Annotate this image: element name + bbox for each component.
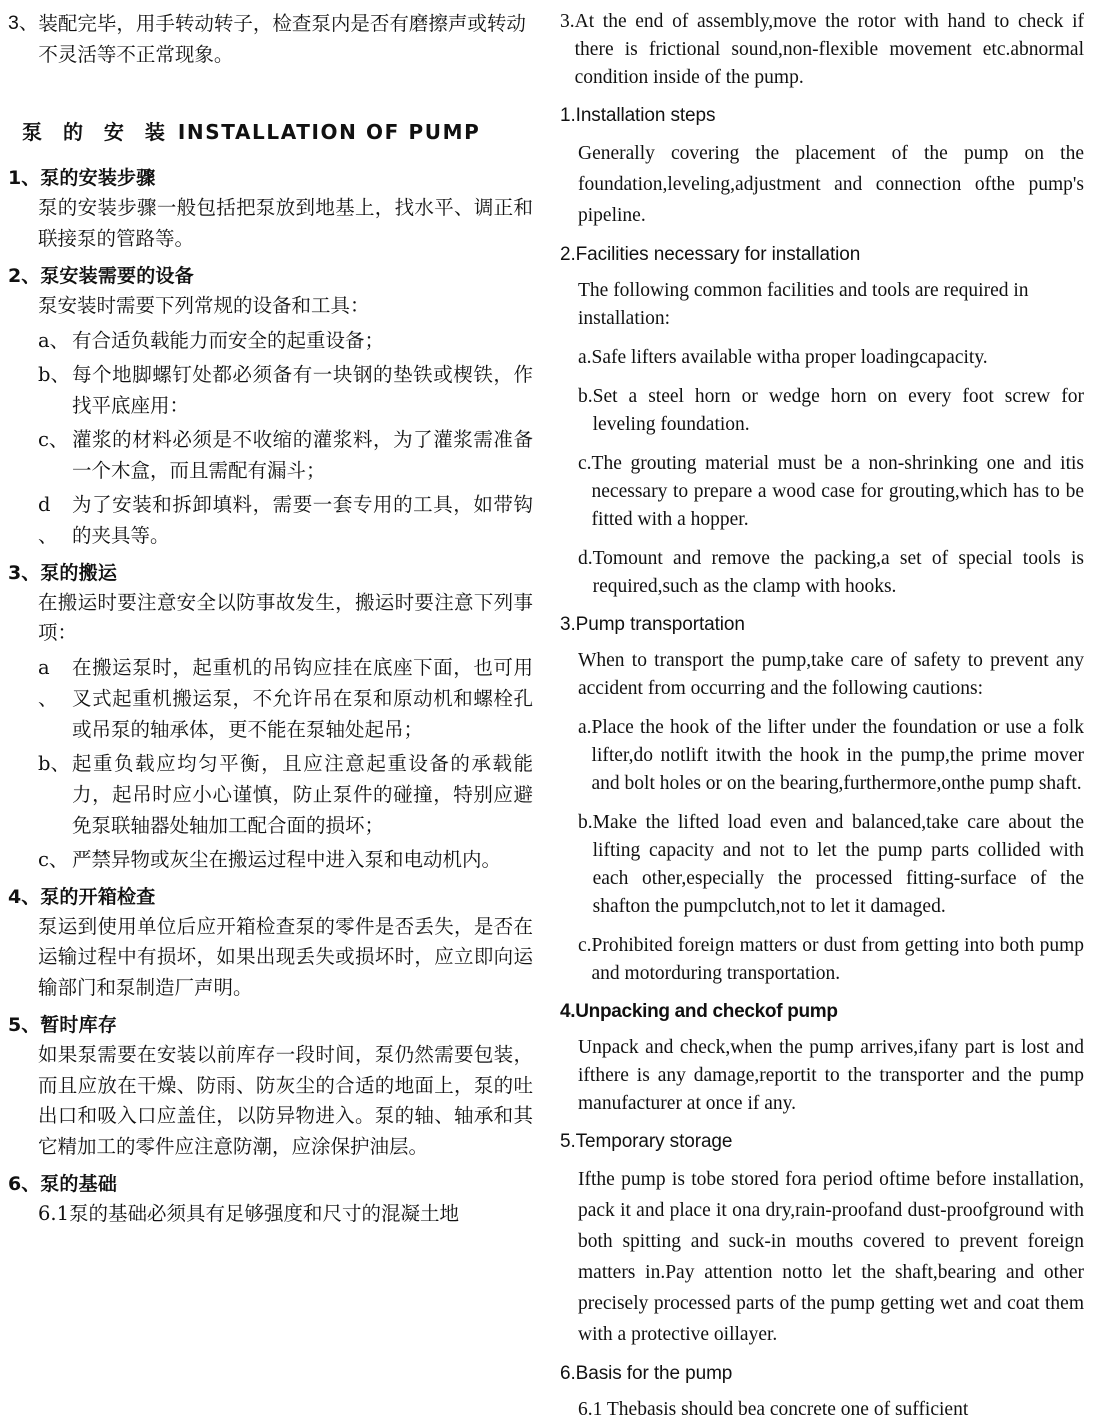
english-section-heading-2: [560, 240, 1084, 270]
subitem-label: b.: [578, 386, 593, 407]
chinese-subitem: [38, 844, 533, 875]
subitem-label: a 、: [38, 655, 58, 710]
subitem-label: c.: [578, 453, 592, 474]
chinese-subitem: [38, 424, 533, 486]
subitem-text: 起重负载应均匀平衡，且应注意起重设备的承载能力，起吊时应小心谨慎，防止泵件的碰撞，特别应避免泵联轴器处轴加工配合面的损坏；: [72, 751, 533, 837]
list-marker: 3.: [560, 11, 575, 32]
heading-number: 5.: [560, 1131, 576, 1152]
heading-text: 泵的搬运: [40, 561, 118, 584]
subitem-label: a.: [578, 347, 592, 368]
chinese-subitem: [38, 652, 533, 745]
subitem-label: a.: [578, 717, 592, 738]
subitem-text: Place the hook of the lifter under the foundation or use a folk lifter,do notlift itwith the hook in the pump,the prime mover and bolt holes or on the bearing,furthermore,onthe pump shaft.: [591, 717, 1084, 794]
chinese-paragraph-1: 泵的安装步骤一般包括把泵放到地基上，找水平、调正和联接泵的管路等。: [38, 196, 533, 250]
subitem-label: d 、: [38, 492, 58, 547]
english-subitem: [578, 344, 1084, 372]
english-column: [560, 0, 1084, 1424]
english-subitem: [578, 714, 1084, 798]
heading-text: 泵安装需要的设备: [40, 265, 194, 287]
heading-number: 4.: [560, 1001, 576, 1022]
chinese-column: [8, 0, 533, 1230]
chinese-subitem: [38, 325, 533, 356]
subitem-text: The grouting material must be a non-shrinking one and itis necessary to prepare a wood case for grouting,which has to be fitted with a hopper.: [591, 453, 1084, 530]
english-section-heading-6: [560, 1359, 1084, 1389]
chinese-top-item: [8, 8, 533, 70]
english-paragraph-4: Unpack and check,when the pump arrives,ifany part is lost and ifthere is any damage,reportit to the transporter and the pump manufacturer at once if any.: [578, 1037, 1084, 1114]
english-paragraph-5: Ifthe pump is tobe stored fora period oftime before installation, pack it and place it ona dry,rain-proofand dust-proofground with both spitting and suck-in mouths covered to prevent foreign matters in.Pay attention notto let the shaft,bearing and other precisely processed parts of the pump getting wet and coat them with a protective oillayer.: [578, 1169, 1084, 1345]
heading-text: Temporary storage: [575, 1131, 733, 1152]
heading-number: 1.: [560, 105, 576, 126]
chinese-subitem: [38, 359, 533, 421]
heading-number: 2.: [560, 244, 576, 265]
subitem-text: 为了安装和拆卸填料，需要一套专用的工具，如带钩的夹具等。: [72, 492, 533, 547]
chinese-section-heading-4: [8, 882, 533, 912]
english-subitem: [578, 932, 1084, 988]
heading-text: 泵的基础: [40, 1173, 118, 1195]
chinese-section-heading-1: [8, 163, 533, 193]
subitem-label: b、: [38, 751, 70, 775]
subitem-label: c、: [38, 847, 69, 871]
chinese-top-item-text: 装配完毕，用手转动转子，检查泵内是否有磨擦声或转动不灵活等不正常现象。: [38, 12, 526, 66]
subitem-text: Safe lifters available witha proper loadingcapacity.: [591, 347, 988, 368]
subitem-label: c、: [38, 427, 69, 451]
english-subitem: [578, 383, 1084, 439]
section-title: [22, 116, 533, 145]
chinese-subitem: [38, 748, 533, 841]
heading-text: Basis for the pump: [575, 1363, 733, 1384]
subitem-text: 在搬运泵时，起重机的吊钩应挂在底座下面，也可用叉式起重机搬运泵，不允许吊在泵和原动机和螺栓孔或吊泵的轴承体，更不能在泵轴处起吊；: [72, 655, 533, 741]
heading-text: 暂时库存: [40, 1014, 118, 1036]
section-title-zh: 泵 的 安 装: [22, 120, 172, 144]
english-section-heading-5: [560, 1127, 1084, 1157]
chinese-paragraph-3: 在搬运时要注意安全以防事故发生，搬运时要注意下列事项：: [38, 590, 533, 644]
heading-number: 3.: [560, 614, 576, 635]
subitem-text: 严禁异物或灰尘在搬运过程中进入泵和电动机内。: [72, 847, 502, 871]
heading-text: Unpacking and checkof pump: [575, 1001, 838, 1022]
subitem-text: 有合适负载能力而安全的起重设备；: [72, 328, 385, 352]
english-paragraph-2: The following common facilities and tools are required in installation:: [578, 280, 1029, 329]
heading-text: Installation steps: [575, 105, 716, 126]
heading-number: 4、: [8, 885, 41, 908]
heading-text: 泵的开箱检查: [40, 885, 156, 908]
subitem-label: a、: [38, 328, 70, 352]
heading-text: Pump transportation: [575, 614, 745, 635]
heading-text: Facilities necessary for installation: [575, 244, 861, 265]
heading-number: 5、: [8, 1014, 41, 1036]
chinese-subitem: [38, 489, 533, 551]
list-marker: 3、: [8, 12, 39, 34]
english-top-item-text: At the end of assembly,move the rotor with hand to check if there is frictional sound,non-flexible movement etc.abnormal condition inside of the pump.: [574, 11, 1084, 88]
heading-number: 3、: [8, 561, 41, 584]
subitem-text: 灌浆的材料必须是不收缩的灌浆料，为了灌浆需准备一个木盒，而且需配有漏斗；: [72, 427, 533, 482]
subitem-text: Make the lifted load even and balanced,take care about the lifting capacity and not to let the pump parts collided with each other,especially the processed fitting-surface of the shafton the pumpclutch,not to let it damaged.: [592, 812, 1084, 917]
english-paragraph-6: 6.1 Thebasis should bea concrete one of sufficient: [578, 1399, 969, 1420]
chinese-section-heading-6: [8, 1169, 533, 1199]
chinese-paragraph-6: 6.1泵的基础必须具有足够强度和尺寸的混凝土地: [38, 1202, 460, 1225]
chinese-section-heading-3: [8, 558, 533, 588]
subitem-label: b、: [38, 362, 70, 386]
english-section-heading-3: [560, 610, 1084, 640]
english-subitem: [578, 809, 1084, 921]
english-section-heading-4: [560, 997, 1084, 1027]
heading-number: 6.: [560, 1363, 576, 1384]
heading-number: 2、: [8, 265, 41, 287]
subitem-text: Set a steel horn or wedge horn on every foot screw for leveling foundation.: [592, 386, 1084, 435]
chinese-section-heading-5: [8, 1010, 533, 1040]
english-paragraph-1: Generally covering the placement of the pump on the foundation,leveling,adjustment and connection ofthe pump's pipeline.: [578, 143, 1084, 226]
section-title-en: INSTALLATION OF PUMP: [177, 120, 481, 144]
chinese-paragraph-2: 泵安装时需要下列常规的设备和工具：: [38, 294, 370, 317]
english-paragraph-3: When to transport the pump,take care of safety to prevent any accident from occurring and the following cautions:: [578, 650, 1084, 699]
subitem-text: 每个地脚螺钉处都必须备有一块钢的垫铁或楔铁，作找平底座用：: [72, 362, 533, 417]
subitem-label: b.: [578, 812, 593, 833]
heading-number: 6、: [8, 1173, 41, 1195]
subitem-text: Prohibited foreign matters or dust from getting into both pump and motorduring transportation.: [591, 935, 1084, 984]
chinese-paragraph-4: 泵运到使用单位后应开箱检查泵的零件是否丢失，是否在运输过程中有损坏，如果出现丢失或损坏时，应立即向运输部门和泵制造厂声明。: [38, 914, 533, 999]
english-top-item: [560, 8, 1084, 92]
chinese-section-heading-2: [8, 261, 533, 291]
english-subitem: [578, 545, 1084, 601]
subitem-label: d.: [578, 548, 593, 569]
chinese-paragraph-5: 如果泵需要在安装以前库存一段时间，泵仍然需要包装，而且应放在干燥、防雨、防灰尘的合适的地面上，泵的吐出口和吸入口应盖住，以防异物进入。泵的轴、轴承和其它精加工的零件应注意防潮，应涂保护油层。: [38, 1043, 533, 1158]
english-subitem: [578, 450, 1084, 534]
subitem-label: c.: [578, 935, 592, 956]
heading-number: 1、: [8, 167, 41, 189]
heading-text: 泵的安装步骤: [40, 167, 156, 189]
subitem-text: Tomount and remove the packing,a set of special tools is required,such as the clamp with hooks.: [592, 548, 1084, 597]
english-section-heading-1: [560, 101, 1084, 131]
